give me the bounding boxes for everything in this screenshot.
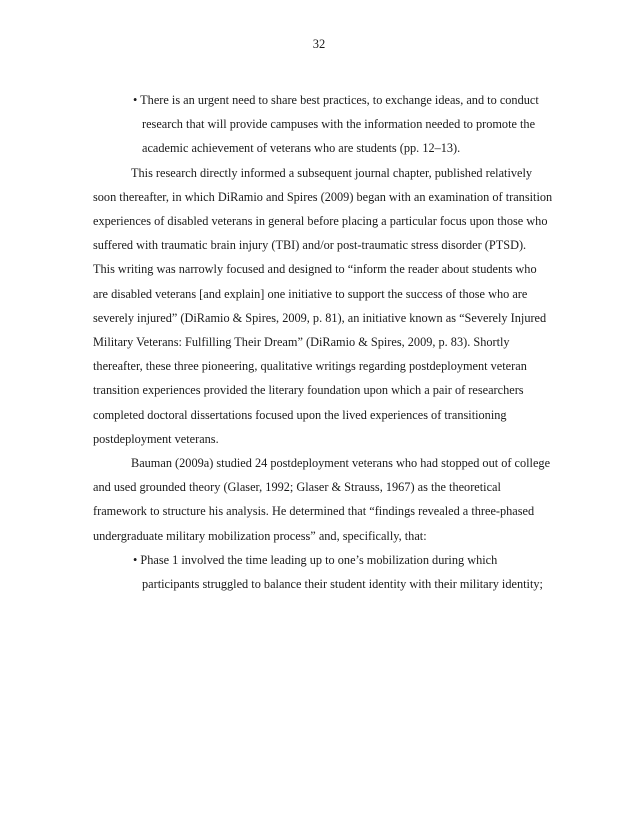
bullet-line: • Phase 1 involved the time leading up to one’s mobilization during which <box>133 552 498 567</box>
paragraph-line: completed doctoral dissertations focused upon the lived experiences of transitioning <box>93 407 507 422</box>
body-text <box>93 88 553 596</box>
paragraph-line: are disabled veterans [and explain] one initiative to support the success of those who are <box>93 286 528 301</box>
paragraph-line: framework to structure his analysis. He determined that “findings revealed a three-phased <box>93 504 535 519</box>
paragraph-line: and used grounded theory (Glaser, 1992; Glaser & Strauss, 1967) as the theoretical <box>93 480 501 495</box>
paragraph-line: experiences of disabled veterans in general before placing a particular focus upon those who <box>93 214 548 229</box>
paragraph-line: transition experiences provided the literary foundation upon which a pair of researchers <box>93 383 524 398</box>
paragraph-line: This research directly informed a subsequent journal chapter, published relatively <box>131 165 533 180</box>
paragraph-line: severely injured” (DiRamio & Spires, 2009, p. 81), an initiative known as “Severely Injured <box>93 310 547 325</box>
bullet-line: • There is an urgent need to share best practices, to exchange ideas, and to conduct <box>133 93 539 107</box>
paragraph-line: Military Veterans: Fulfilling Their Dream” (DiRamio & Spires, 2009, p. 83). Shortly <box>93 335 510 350</box>
paragraph-line: soon thereafter, in which DiRamio and Spires (2009) began with an examination of transition <box>93 189 553 204</box>
paragraph-line: This writing was narrowly focused and designed to “inform the reader about students who <box>93 262 537 277</box>
paragraph-line: undergraduate military mobilization process” and, specifically, that: <box>93 528 427 543</box>
bullet-line: research that will provide campuses with the information needed to promote the <box>142 117 536 132</box>
paragraph-line: Bauman (2009a) studied 24 postdeployment veterans who had stopped out of college <box>131 456 551 471</box>
paragraph-line: postdeployment veterans. <box>93 431 219 446</box>
page-number: 32 <box>312 37 326 51</box>
bullet-line: academic achievement of veterans who are students (pp. 12–13). <box>142 141 461 156</box>
bullet-line: participants struggled to balance their student identity with their military identity; <box>142 577 543 592</box>
paragraph-line: suffered with traumatic brain injury (TBI) and/or post-traumatic stress disorder (PTSD). <box>93 238 527 253</box>
paragraph-line: thereafter, these three pioneering, qualitative writings regarding postdeployment veteran <box>93 359 527 374</box>
